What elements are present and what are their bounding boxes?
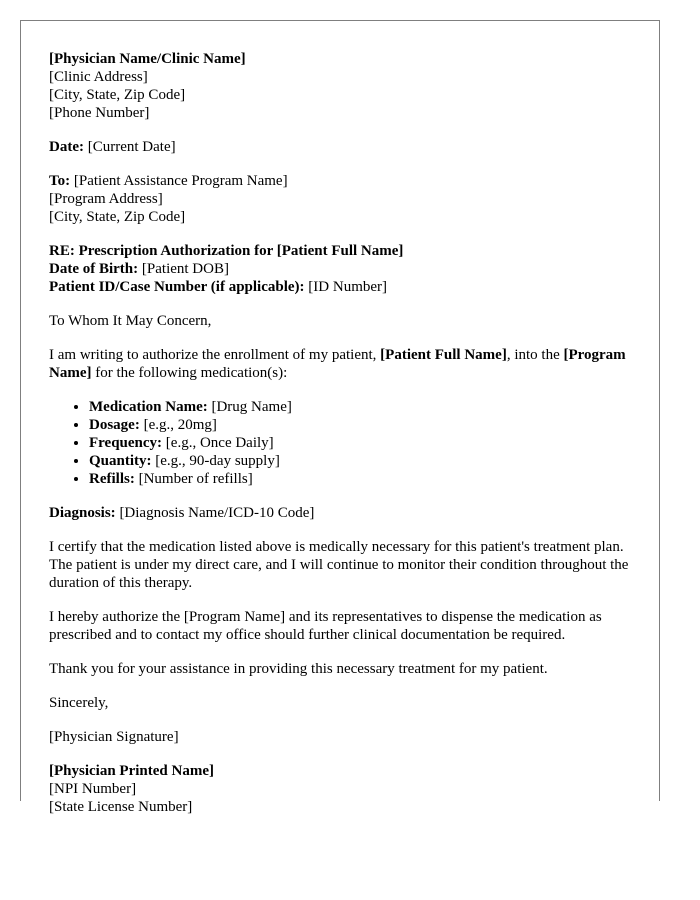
recipient-line [49,172,639,190]
recipient-block [49,172,639,226]
diagnosis-label: Diagnosis: [49,505,116,521]
certify-paragraph: I certify that the medication listed above is medically necessary for this patient's treatment plan. The patient is under my direct care, and I will continue to monitor their condition throughout the duration of this therapy. [49,539,629,591]
letter-content [49,50,639,832]
re-block [49,242,639,296]
patient-id-value: [ID Number] [304,279,388,295]
date-block [49,138,639,156]
date-line [49,138,639,156]
physician-clinic-name: [Physician Name/Clinic Name] [49,51,246,67]
intro-text-2: , into the [506,347,564,363]
sender-block [49,50,639,122]
patient-id-line [49,278,639,296]
patient-id-label: Patient ID/Case Number (if applicable): [49,279,305,295]
dob-line [49,260,639,278]
recipient-city-state-zip: [City, State, Zip Code] [49,209,186,225]
salutation: To Whom It May Concern, [49,313,212,329]
npi-number: [NPI Number] [49,781,137,797]
medication-value: [Drug Name] [207,399,292,415]
clinic-phone: [Phone Number] [49,105,150,121]
medication-label: Frequency: [89,435,163,451]
intro-patient-name: [Patient Full Name] [380,347,507,363]
closing: Sincerely, [49,695,109,711]
medication-item [89,470,639,488]
medication-label: Dosage: [89,417,140,433]
diagnosis-value: [Diagnosis Name/ICD-10 Code] [115,505,315,521]
clinic-address: [Clinic Address] [49,69,148,85]
medication-value: [e.g., 90-day supply] [151,453,280,469]
re-subject: RE: Prescription Authorization for [Patient Full Name] [49,243,404,259]
intro-paragraph [49,346,639,382]
date-label: Date: [49,139,84,155]
medication-item [89,398,639,416]
recipient-label: To: [49,173,71,189]
intro-text-1: I am writing to authorize the enrollment of my patient, [49,347,381,363]
clinic-city-state-zip: [City, State, Zip Code] [49,87,186,103]
dob-label: Date of Birth: [49,261,139,277]
medication-item [89,434,639,452]
date-value: [Current Date] [83,139,176,155]
medication-item [89,416,639,434]
medication-value: [Number of refills] [134,471,253,487]
diagnosis-line [49,504,639,522]
medication-value: [e.g., 20mg] [139,417,217,433]
dob-value: [Patient DOB] [138,261,229,277]
letter-page [20,20,660,815]
physician-footer [49,762,639,816]
intro-program-name: [Program Name] [49,347,626,381]
physician-printed-name: [Physician Printed Name] [49,763,214,779]
medication-item [89,452,639,470]
recipient-program-address: [Program Address] [49,191,163,207]
intro-text-3: for the following medication(s): [91,365,288,381]
medication-label: Quantity: [89,453,152,469]
thanks-paragraph: Thank you for your assistance in providing this necessary treatment for my patient. [49,661,548,677]
medication-value: [e.g., Once Daily] [162,435,274,451]
state-license-number: [State License Number] [49,799,193,815]
medication-label: Medication Name: [89,399,208,415]
signature: [Physician Signature] [49,729,179,745]
authorize-paragraph: I hereby authorize the [Program Name] and its representatives to dispense the medication as prescribed and to contact my office should further clinical documentation be required. [49,609,602,643]
recipient-program-name: [Patient Assistance Program Name] [70,173,288,189]
medication-list [49,398,639,488]
medication-label: Refills: [89,471,135,487]
